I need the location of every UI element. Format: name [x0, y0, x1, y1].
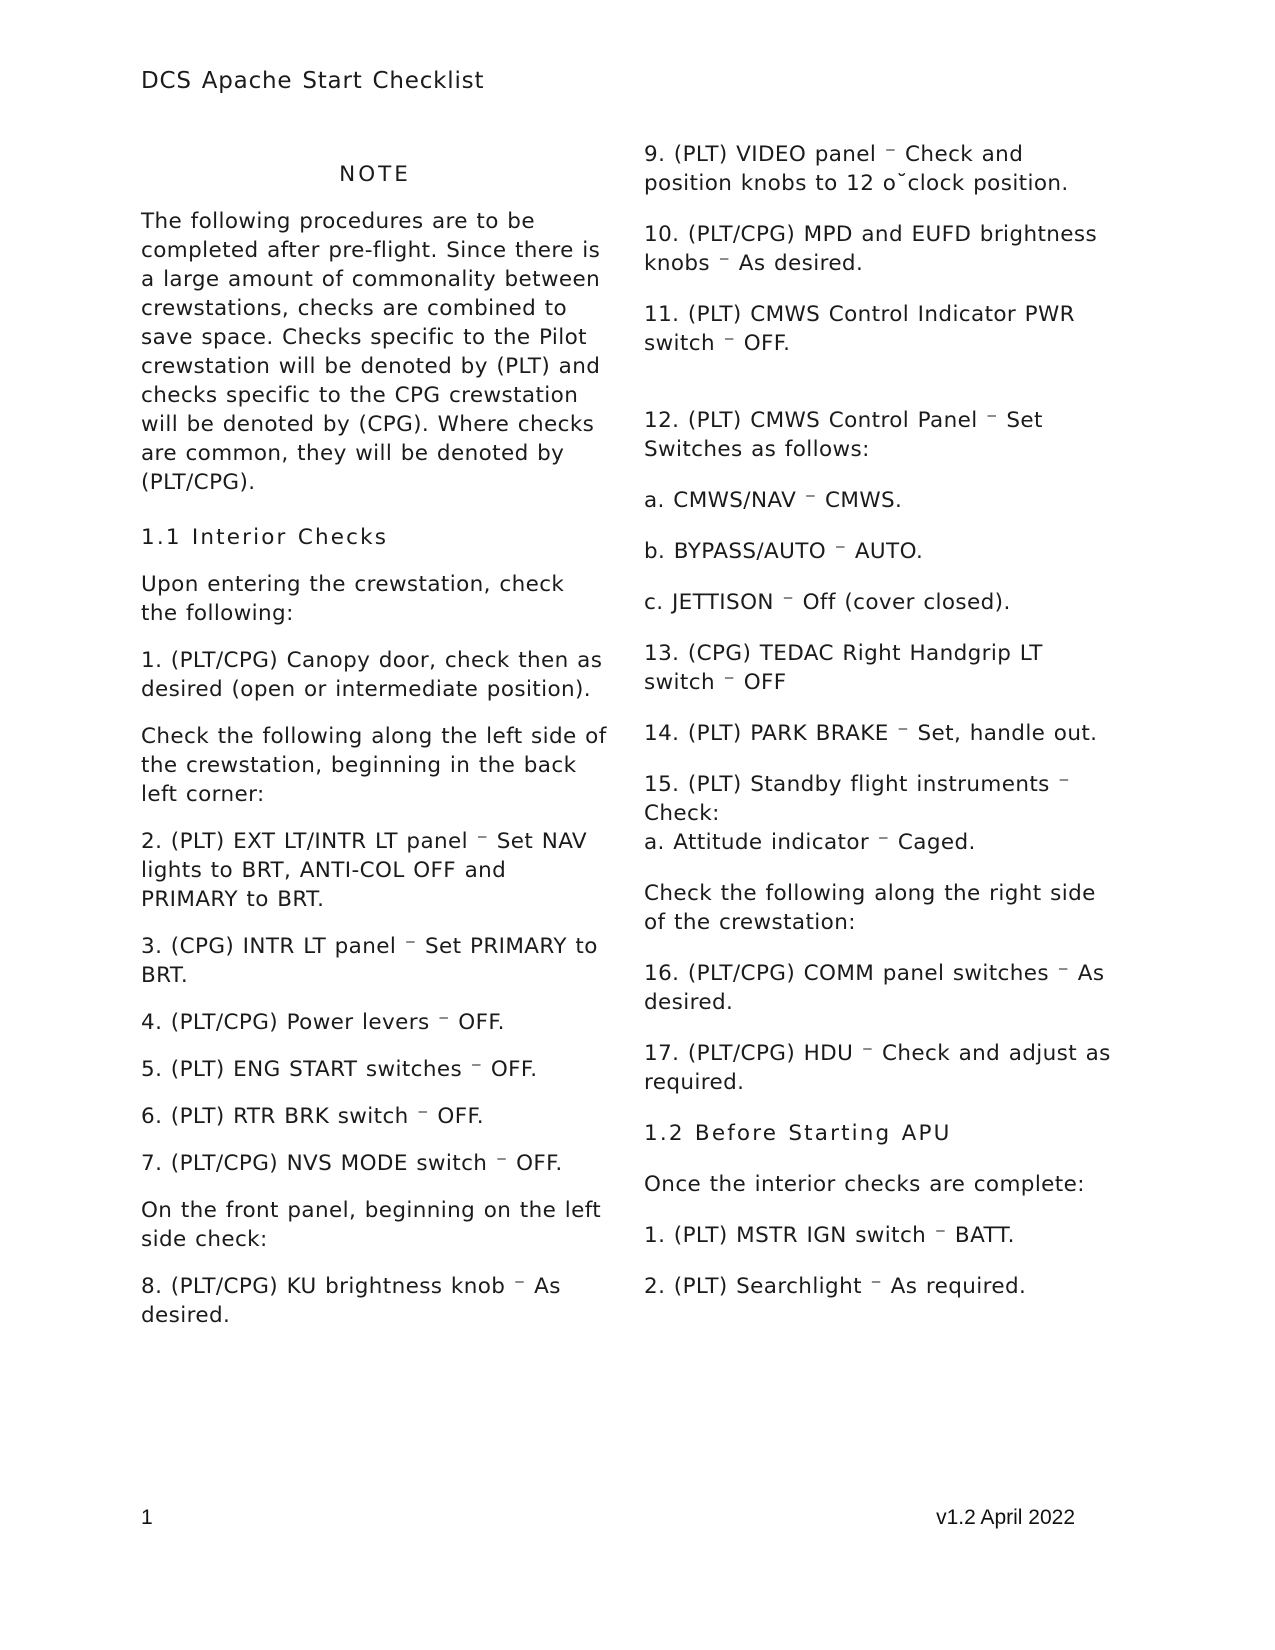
checklist-item-12a: a. CMWS/NAV ⁻ CMWS.: [644, 488, 903, 513]
apu-item-1: 1. (PLT) MSTR IGN switch ⁻ BATT.: [644, 1223, 1015, 1248]
checklist-item-11: 11. (PLT) CMWS Control Indicator PWR switch ⁻ OFF.: [644, 302, 1075, 356]
version-label: v1.2 April 2022: [936, 1506, 1075, 1529]
checklist-item-16: 16. (PLT/CPG) COMM panel switches ⁻ As desired.: [644, 961, 1105, 1015]
document-title: DCS Apache Start Checklist: [141, 68, 485, 94]
left-column: [141, 160, 609, 1330]
front-panel-note: On the front panel, beginning on the left side check:: [141, 1198, 602, 1252]
checklist-item-8: 8. (PLT/CPG) KU brightness knob ⁻ As desired.: [141, 1274, 561, 1328]
checklist-item-12c: c. JETTISON ⁻ Off (cover closed).: [644, 590, 1011, 615]
checklist-item-2: 2. (PLT) EXT LT/INTR LT panel ⁻ Set NAV lights to BRT, ANTI-COL OFF and PRIMARY to BRT.: [141, 829, 588, 912]
interior-checks-intro: Upon entering the crewstation, check the following:: [141, 572, 565, 626]
checklist-item-3: 3. (CPG) INTR LT panel ⁻ Set PRIMARY to BRT.: [141, 934, 598, 988]
checklist-item-1: 1. (PLT/CPG) Canopy door, check then as desired (open or intermediate position).: [141, 648, 603, 702]
checklist-item-6: 6. (PLT) RTR BRK switch ⁻ OFF.: [141, 1104, 485, 1129]
checklist-item-10: 10. (PLT/CPG) MPD and EUFD brightness knobs ⁻ As desired.: [644, 222, 1098, 276]
checklist-item-9: 9. (PLT) VIDEO panel ⁻ Check and position knobs to 12 o˘clock position.: [644, 142, 1069, 196]
page-footer: [141, 1506, 1075, 1530]
note-paragraph: The following procedures are to be completed after pre-flight. Since there is a large amount of commonality between crewstations, checks are combined to save space. Checks specific to the Pilot crewstation will be denoted by (PLT) and checks specific to the CPG crewstation will be denoted by (CPG). Where checks are common, they will be denoted by (PLT/CPG).: [141, 209, 601, 495]
apu-item-2: 2. (PLT) Searchlight ⁻ As required.: [644, 1274, 1027, 1299]
checklist-item-12b: b. BYPASS/AUTO ⁻ AUTO.: [644, 539, 924, 564]
checklist-item-4: 4. (PLT/CPG) Power levers ⁻ OFF.: [141, 1010, 505, 1035]
section-heading-1-2: 1.2 Before Starting APU: [644, 1121, 952, 1146]
checklist-item-13: 13. (CPG) TEDAC Right Handgrip LT switch ⁻ OFF: [644, 641, 1043, 695]
checklist-item-12: 12. (PLT) CMWS Control Panel ⁻ Set Switches as follows:: [644, 408, 1043, 462]
note-heading: NOTE: [339, 162, 411, 187]
checklist-item-15: 15. (PLT) Standby flight instruments ⁻ Check:: [644, 772, 1071, 826]
checklist-item-14: 14. (PLT) PARK BRAKE ⁻ Set, handle out.: [644, 721, 1098, 746]
right-side-note: Check the following along the right side of the crewstation:: [644, 881, 1096, 935]
left-side-note: Check the following along the left side of the crewstation, beginning in the back left corner:: [141, 724, 607, 807]
checklist-item-17: 17. (PLT/CPG) HDU ⁻ Check and adjust as required.: [644, 1041, 1111, 1095]
right-column: [644, 140, 1112, 1301]
page-number: 1: [141, 1506, 153, 1529]
apu-intro: Once the interior checks are complete:: [644, 1172, 1085, 1197]
checklist-item-15a: a. Attitude indicator ⁻ Caged.: [644, 830, 976, 855]
checklist-item-7: 7. (PLT/CPG) NVS MODE switch ⁻ OFF.: [141, 1151, 563, 1176]
checklist-item-5: 5. (PLT) ENG START switches ⁻ OFF.: [141, 1057, 538, 1082]
section-heading-1-1: 1.1 Interior Checks: [141, 525, 389, 550]
